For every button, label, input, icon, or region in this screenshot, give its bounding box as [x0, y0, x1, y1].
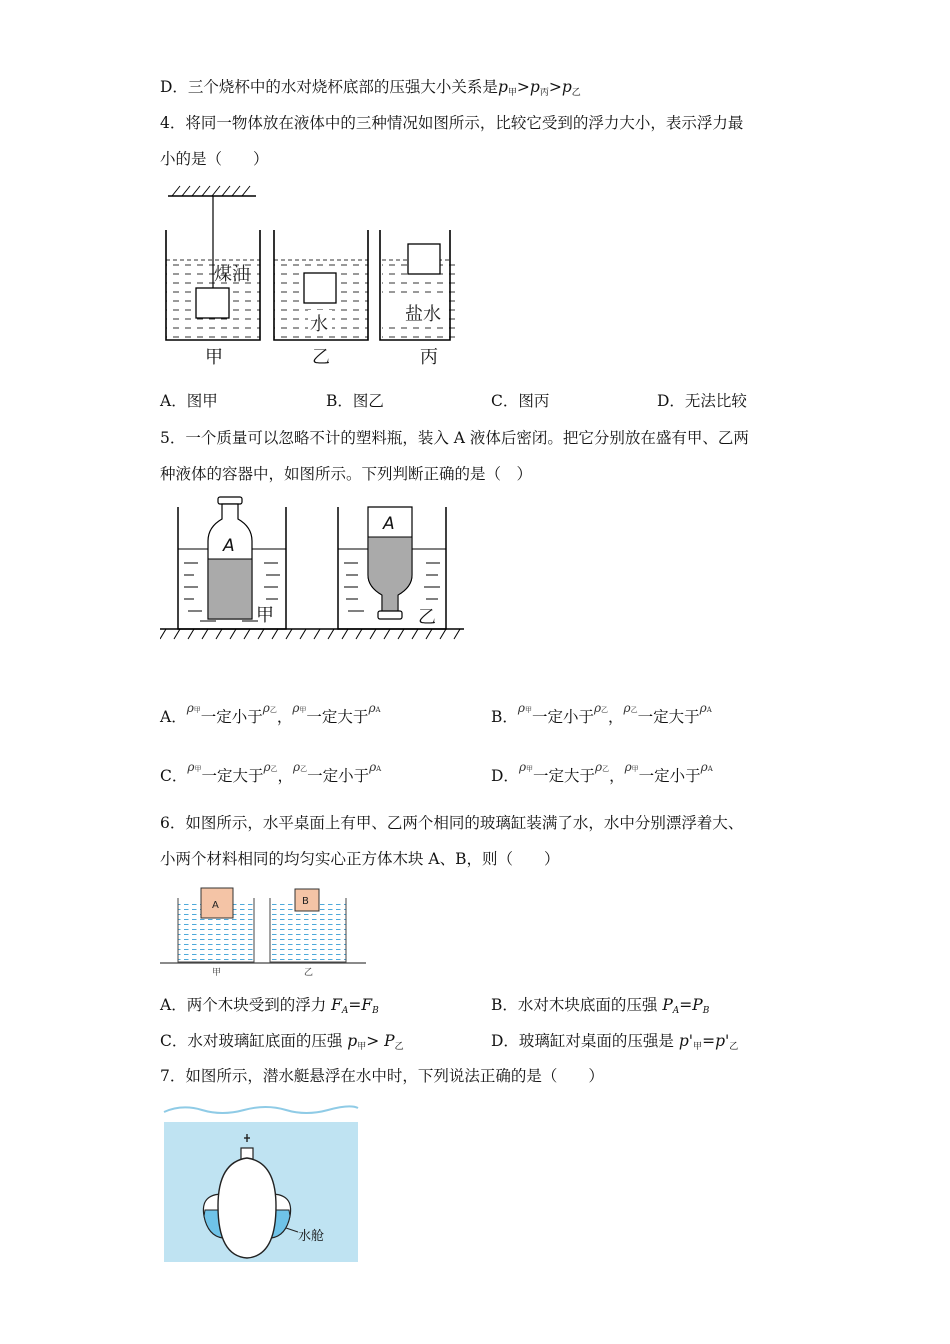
q4-object-1 [196, 288, 229, 318]
q4-liquid-2: 水 [310, 314, 328, 335]
q6-option-c[interactable]: C．水对玻璃缸底面的压强 p甲> P乙 [160, 1032, 404, 1052]
q6-option-d[interactable]: D．玻璃缸对桌面的压强是 p'甲=p'乙 [491, 1032, 739, 1052]
q5-option-d[interactable]: D．$^{\rho 甲}$一定大于$^{\rho 乙}$，$^{\rho 甲}$一定小于$^{\rho A}$ [491, 760, 713, 785]
svg-text:B: B [302, 896, 309, 907]
q6-stem-line2: 小两个材料相同的均匀实心正方体木块 A、B，则（ ） [160, 850, 560, 868]
q4-option-d[interactable]: D．无法比较 [657, 392, 747, 410]
rho-yi: ρ乙 [293, 760, 308, 774]
q5-stem-line2: 种液体的容器中，如图所示。下列判断正确的是（ ） [160, 465, 533, 483]
rho-yi: ρ乙 [595, 760, 610, 774]
q4-caption-3: 丙 [420, 347, 438, 368]
q4-stem-line2: 小的是（ ） [160, 150, 269, 168]
rho-yi: ρ乙 [593, 701, 609, 715]
rho-jia: ρ甲 [517, 701, 532, 715]
q4-stem-line1: 4．将同一物体放在液体中的三种情况如图所示，比较它受到的浮力大小，表示浮力最 [160, 114, 744, 132]
q4-liquid-1: 煤油 [214, 264, 250, 285]
rho-jia: ρ甲 [292, 701, 307, 715]
q7-tank-label: 水舱 [298, 1229, 325, 1244]
q7-stem: 7．如图所示，潜水艇悬浮在水中时，下列说法正确的是（ ） [160, 1067, 604, 1085]
q3-d-text: D．三个烧杯中的水对烧杯底部的压强大小关系是 [160, 78, 498, 96]
rho-yi: ρ乙 [623, 701, 638, 715]
q4-option-b[interactable]: B．图乙 [326, 392, 384, 410]
q7-figure [160, 1098, 362, 1266]
q4-option-a[interactable]: A．图甲 [160, 392, 218, 410]
q6-caption-1: 甲 [212, 968, 222, 978]
q5-option-a[interactable]: A．$^{\rho 甲}$一定小于$^{\rho 乙}$，$^{\rho 甲}$一定大于$^{\rho A}$ [160, 701, 381, 726]
q6-caption-2: 乙 [304, 968, 314, 978]
rho-a: ρA [700, 760, 713, 774]
rho-yi: ρ乙 [263, 760, 278, 774]
q5-stem-line1: 5．一个质量可以忽略不计的塑料瓶，装入 A 液体后密闭。把它分别放在盛有甲、乙两 [160, 429, 749, 447]
rho-jia: ρ甲 [187, 760, 202, 774]
q4-caption-2: 乙 [312, 347, 330, 368]
q6-stem-line1: 6．如图所示，水平桌面上有甲、乙两个相同的玻璃缸装满了水，水中分别漂浮着大、 [160, 814, 744, 832]
q5-option-b[interactable]: B．$^{\rho 甲}$一定小于$^{\rho 乙}$，$^{\rho 乙}$一定大于$^{\rho A}$ [491, 701, 712, 726]
q5-caption-2: 乙 [418, 607, 436, 628]
rho-a: ρA [699, 701, 712, 715]
rho-jia: ρ甲 [186, 701, 201, 715]
q4-option-c[interactable]: C．图丙 [491, 392, 550, 410]
q6-option-a[interactable]: A．两个木块受到的浮力 FA=FB [160, 996, 379, 1016]
q6-option-b[interactable]: B．水对木块底面的压强 PA=PB [491, 996, 710, 1016]
q4-object-3 [408, 244, 440, 274]
q6-figure [160, 882, 370, 978]
rho-yi: ρ乙 [262, 701, 277, 715]
q5-bottle-label-1: A [223, 536, 235, 556]
q5-figure [160, 493, 470, 645]
q3-option-d: D．三个烧杯中的水对烧杯底部的压强大小关系是p甲>p丙>p乙 [160, 78, 581, 98]
svg-text:A: A [212, 900, 219, 911]
rho-jia: ρ甲 [518, 760, 533, 774]
rho-a: ρA [368, 701, 381, 715]
rho-a: ρA [369, 760, 382, 774]
q4-caption-1: 甲 [205, 347, 223, 368]
q5-caption-1: 甲 [256, 605, 274, 626]
q4-object-2 [304, 273, 336, 303]
q5-bottle-label-2: A [383, 514, 395, 534]
rho-jia: ρ甲 [624, 760, 639, 774]
q5-option-c[interactable]: C．$^{\rho 甲}$一定大于$^{\rho 乙}$，$^{\rho 乙}$一定小于$^{\rho A}$ [160, 760, 382, 785]
q4-figure [160, 180, 460, 370]
q4-liquid-3: 盐水 [405, 304, 441, 325]
